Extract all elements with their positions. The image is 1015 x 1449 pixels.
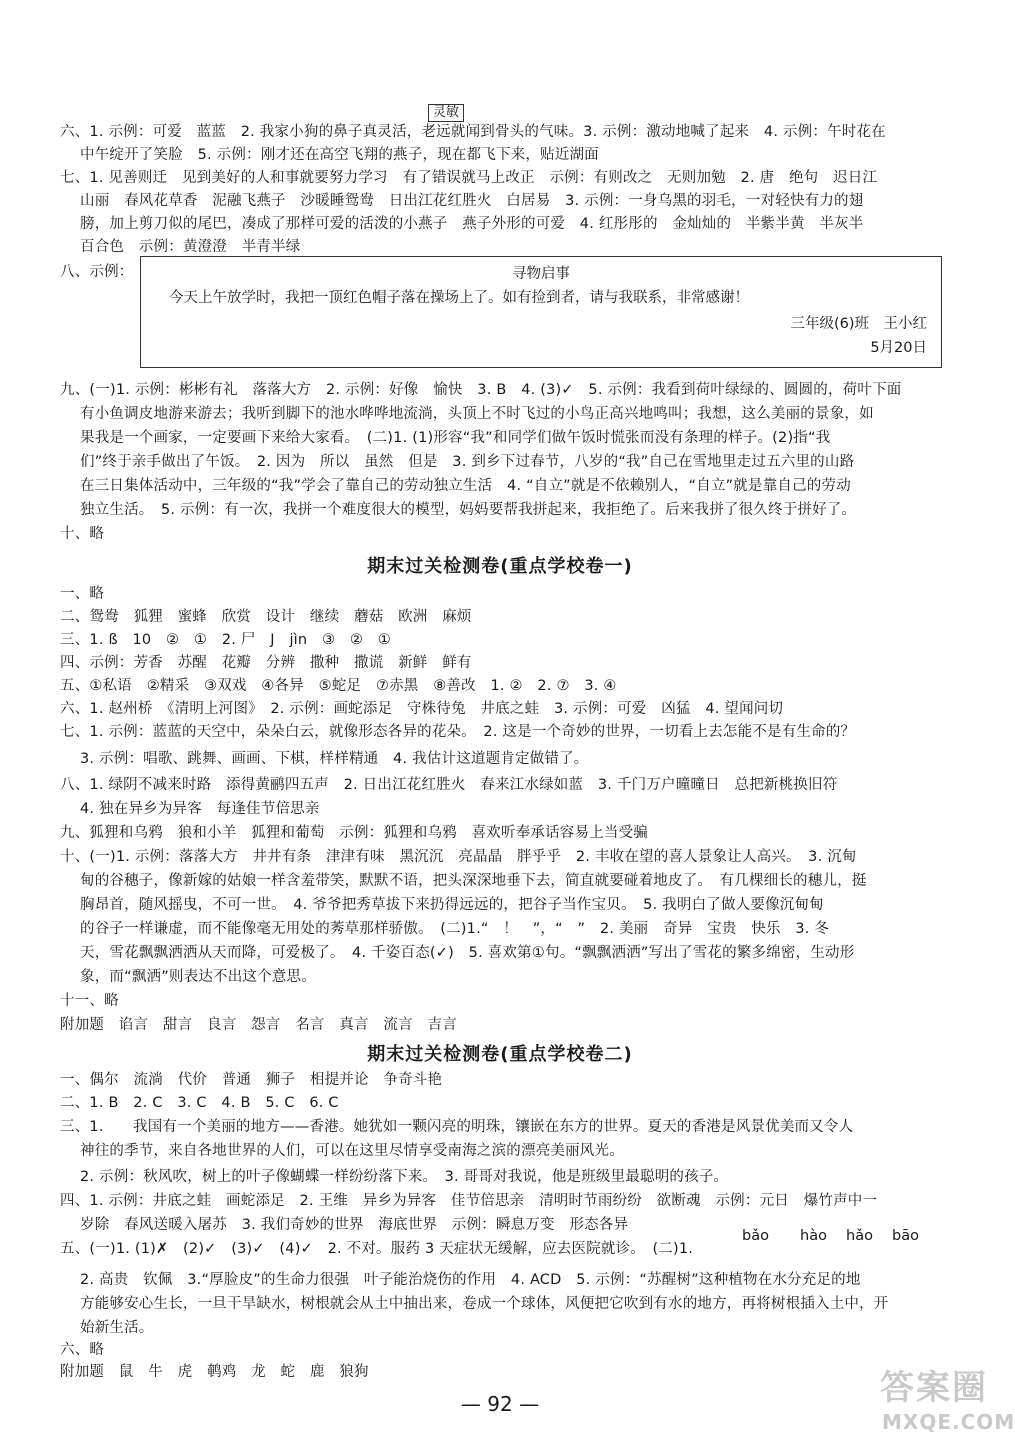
part2-line: 九、(一)1. 示例：彬彬有礼 落落大方 2. 示例：好像 愉快 3. B 4. (3)✓ 5. 示例：我看到荷叶绿绿的、圆圆的，荷叶下面 (60, 382, 902, 398)
section2-line: 六、略 (60, 1342, 105, 1358)
eight-label: 八、示例： (60, 264, 134, 280)
part2-line: 在三日集体活动中，三年级的“我”学会了靠自己的劳动独立生活 4. “自立”就是不依赖别人，“自立”就是靠自己的劳动 (80, 478, 851, 494)
section2-line: 方能够安心生长，一旦干旱缺水，树根就会从土中抽出来，卷成一个球体，风便把它吹到有水的地方，再将树根插入土中，开 (80, 1296, 889, 1312)
pinyin-answer: hǎo (846, 1228, 873, 1244)
section1-line: 胸昂首，随风摇曳，不可一世。 4. 爷爷把秀草拔下来扔得远远的，把谷子当作宝贝。 5. 我明白了做人要像沉甸甸 (80, 897, 824, 913)
section2-line: 五、(一)1. (1)✗ (2)✓ (3)✓ (4)✓ 2. 不对。服药 3 天症状无缓解，应去医院就诊。 (二)1. (60, 1241, 694, 1257)
part1-line: 六、1. 示例：可爱 蓝蓝 2. 我家小狗的鼻子真灵活，老远就闻到骨头的气味。3. 示例：激动地喊了起来 4. 示例：午时花在 (60, 124, 886, 140)
part1-line: 中午绽开了笑脸 5. 示例：刚才还在高空飞翔的燕子，现在都飞下来，贴近湖面 (80, 147, 599, 163)
section1-line: 象，而“飘洒”则表达不出这个意思。 (80, 969, 316, 985)
section2-heading: 期末过关检测卷(重点学校卷二) (367, 1044, 633, 1065)
section1-line: 八、1. 绿阴不减来时路 添得黄鹂四五声 2. 日出江花红胜火 春来江水绿如蓝 3. 千门万户曈曈日 总把新桃换旧符 (60, 777, 838, 793)
section1-line: 3. 示例：唱歌、跳舞、画画、下棋，样样精通 4. 我估计这道题肯定做错了。 (80, 751, 589, 767)
section2-line: 2. 高贵 钦佩 3.“厚脸皮”的生命力很强 叶子能治烧伤的作用 4. ACD 5. 示例：“苏醒树”这种植物在水分充足的地 (80, 1272, 861, 1288)
watermark-text: 答案圈 (880, 1368, 988, 1408)
correction-note: 灵敏 (428, 104, 464, 122)
section1-line: 七、1. 示例：蓝蓝的天空中，朵朵白云，就像形态各异的花朵。 2. 这是一个奇妙的世界，一切看上去怎能不是有生命的？ (60, 724, 856, 740)
section2-line: 始新生活。 (80, 1320, 154, 1336)
section2-line: 一、偶尔 流淌 代价 普通 狮子 相提并论 争奇斗艳 (60, 1072, 443, 1088)
lost-item-notice (140, 256, 942, 368)
part2-line: 们”终于亲手做出了午饭。 2. 因为 所以 虽然 但是 3. 到乡下过春节，八岁的“我”自己在雪地里走过五六里的山路 (80, 454, 855, 470)
section2-line: 2. 示例：秋风吹，树上的叶子像蝴蝶一样纷纷落下来。 3. 哥哥对我说，他是班级里最聪明的孩子。 (80, 1169, 729, 1185)
section1-line: 甸的谷穗子，像新嫁的姑娘一样含羞带笑，默默不语，把头深深地垂下去，简直就要碰着地皮了。 有几棵细长的穗儿，挺 (80, 873, 867, 889)
part1-line: 膀，加上剪刀似的尾巴，凑成了那样可爱的活泼的小燕子 燕子外形的可爱 4. 红彤彤的 金灿灿的 半紫半黄 半灰半 (80, 216, 864, 232)
section1-line: 四、示例：芳香 苏醒 花瓣 分辨 撒种 撒谎 新鲜 鲜有 (60, 655, 472, 671)
section1-line: 天，雪花飘飘洒洒从天而降，可爱极了。 4. 千姿百态(✓) 5. 喜欢第①句。“飘飘洒洒”写出了雪花的繁多绵密，生动形 (80, 945, 855, 961)
watermark-url: MXQE.COM (882, 1410, 1015, 1434)
section1-line: 五、①私语 ②精采 ③双戏 ④各异 ⑤蛇足 ⑦赤黑 ⑧善改 1. ② 2. ⑦ 3. ④ (60, 678, 617, 694)
section2-line: 神往的季节，来自各地世界的人们，可以在这里尽情享受南海之滨的漂亮美丽风光。 (80, 1143, 624, 1159)
section1-line: 4. 独在异乡为异客 每逢佳节倍思亲 (80, 801, 320, 817)
section1-line: 三、1. ß 10 ② ① 2. 尸 J jìn ③ ② ① (60, 632, 391, 648)
notice-title: 寻物启事 (512, 266, 570, 282)
section1-line: 十一、略 (60, 993, 119, 1009)
section2-line: 岁除 春风送暖入屠苏 3. 我们奇妙的世界 海底世界 示例：瞬息万变 形态各异 (80, 1217, 629, 1233)
notice-date: 5月20日 (870, 340, 927, 356)
section1-line: 一、略 (60, 586, 105, 602)
part2-line: 有小鱼调皮地游来游去；我听到脚下的池水哗哗地流淌，头顶上不时飞过的小鸟正高兴地鸣叫；我想，这么美丽的景象，如 (80, 406, 874, 422)
part1-line: 七、1. 见善则迁 见到美好的人和事就要努力学习 有了错误就马上改正 示例：有则改之 无则加勉 2. 唐 绝句 迟日江 (60, 170, 878, 186)
notice-signature: 三年级(6)班 王小红 (790, 316, 927, 332)
part2-line: 果我是一个画家，一定要画下来给大家看。 (二)1. (1)形容“我”和同学们做午饭时慌张而没有条理的样子。(2)指“我 (80, 430, 831, 446)
section2-line: 附加题 鼠 牛 虎 鹌鸡 龙 蛇 鹿 狼狗 (60, 1364, 369, 1380)
section1-line: 附加题 谄言 甜言 良言 怨言 名言 真言 流言 吉言 (60, 1017, 457, 1033)
section1-line: 十、(一)1. 示例：落落大方 井井有条 津津有味 黑沉沉 亮晶晶 胖乎乎 2. 丰收在望的喜人景象让人高兴。 3. 沉甸 (60, 849, 857, 865)
part1-line: 山丽 春风花草香 泥融飞燕子 沙暖睡鸳鸯 日出江花红胜火 白居易 3. 示例：一身乌黑的羽毛，一对轻快有力的翅 (80, 193, 864, 209)
notice-body: 今天上午放学时，我把一顶红色帽子落在操场上了。如有捡到者，请与我联系，非常感谢！ (169, 290, 749, 306)
page-number: — 92 — (460, 1392, 540, 1416)
pinyin-answer: bāo (892, 1228, 919, 1244)
section1-line: 二、鸳鸯 狐狸 蜜蜂 欣赏 设计 继续 蘑菇 欧洲 麻烦 (60, 609, 472, 625)
pinyin-answer: bǎo (742, 1228, 769, 1244)
part2-line: 独立生活。 5. 示例：有一次，我拼一个难度很大的模型，妈妈要帮我拼起来，我拒绝了。后来我拼了很久终于拼好了。 (80, 502, 857, 518)
watermark-logo (870, 1360, 1015, 1440)
section1-line: 的谷子一样谦虚，而不能像毫无用处的莠草那样骄傲。 (二)1.“ ！ ”，“ ” 2. 美丽 奇异 宝贵 快乐 3. 冬 (80, 921, 830, 937)
section2-line: 四、1. 示例：井底之蛙 画蛇添足 2. 王维 异乡为异客 佳节倍思亲 清明时节雨纷纷 欲断魂 示例：元日 爆竹声中一 (60, 1193, 878, 1209)
pinyin-answer: hào (800, 1228, 827, 1244)
section1-line: 六、1. 赵州桥 《清明上河图》 2. 示例：画蛇添足 守株待兔 井底之蛙 3. 示例：可爱 凶猛 4. 望闻问切 (60, 701, 784, 717)
part2-line: 十、略 (60, 526, 105, 542)
section2-line: 三、1. 我国有一个美丽的地方——香港。她犹如一颗闪亮的明珠，镶嵌在东方的世界。夏天的香港是风景优美而又令人 (60, 1119, 854, 1135)
section1-heading: 期末过关检测卷(重点学校卷一) (367, 556, 633, 577)
section1-line: 九、狐狸和乌鸦 狼和小羊 狐狸和葡萄 示例：狐狸和乌鸦 喜欢听奉承话容易上当受骗 (60, 825, 648, 841)
section2-line: 二、1. B 2. C 3. C 4. B 5. C 6. C (60, 1095, 339, 1111)
part1-line: 百合色 示例：黄澄澄 半青半绿 (80, 239, 301, 255)
